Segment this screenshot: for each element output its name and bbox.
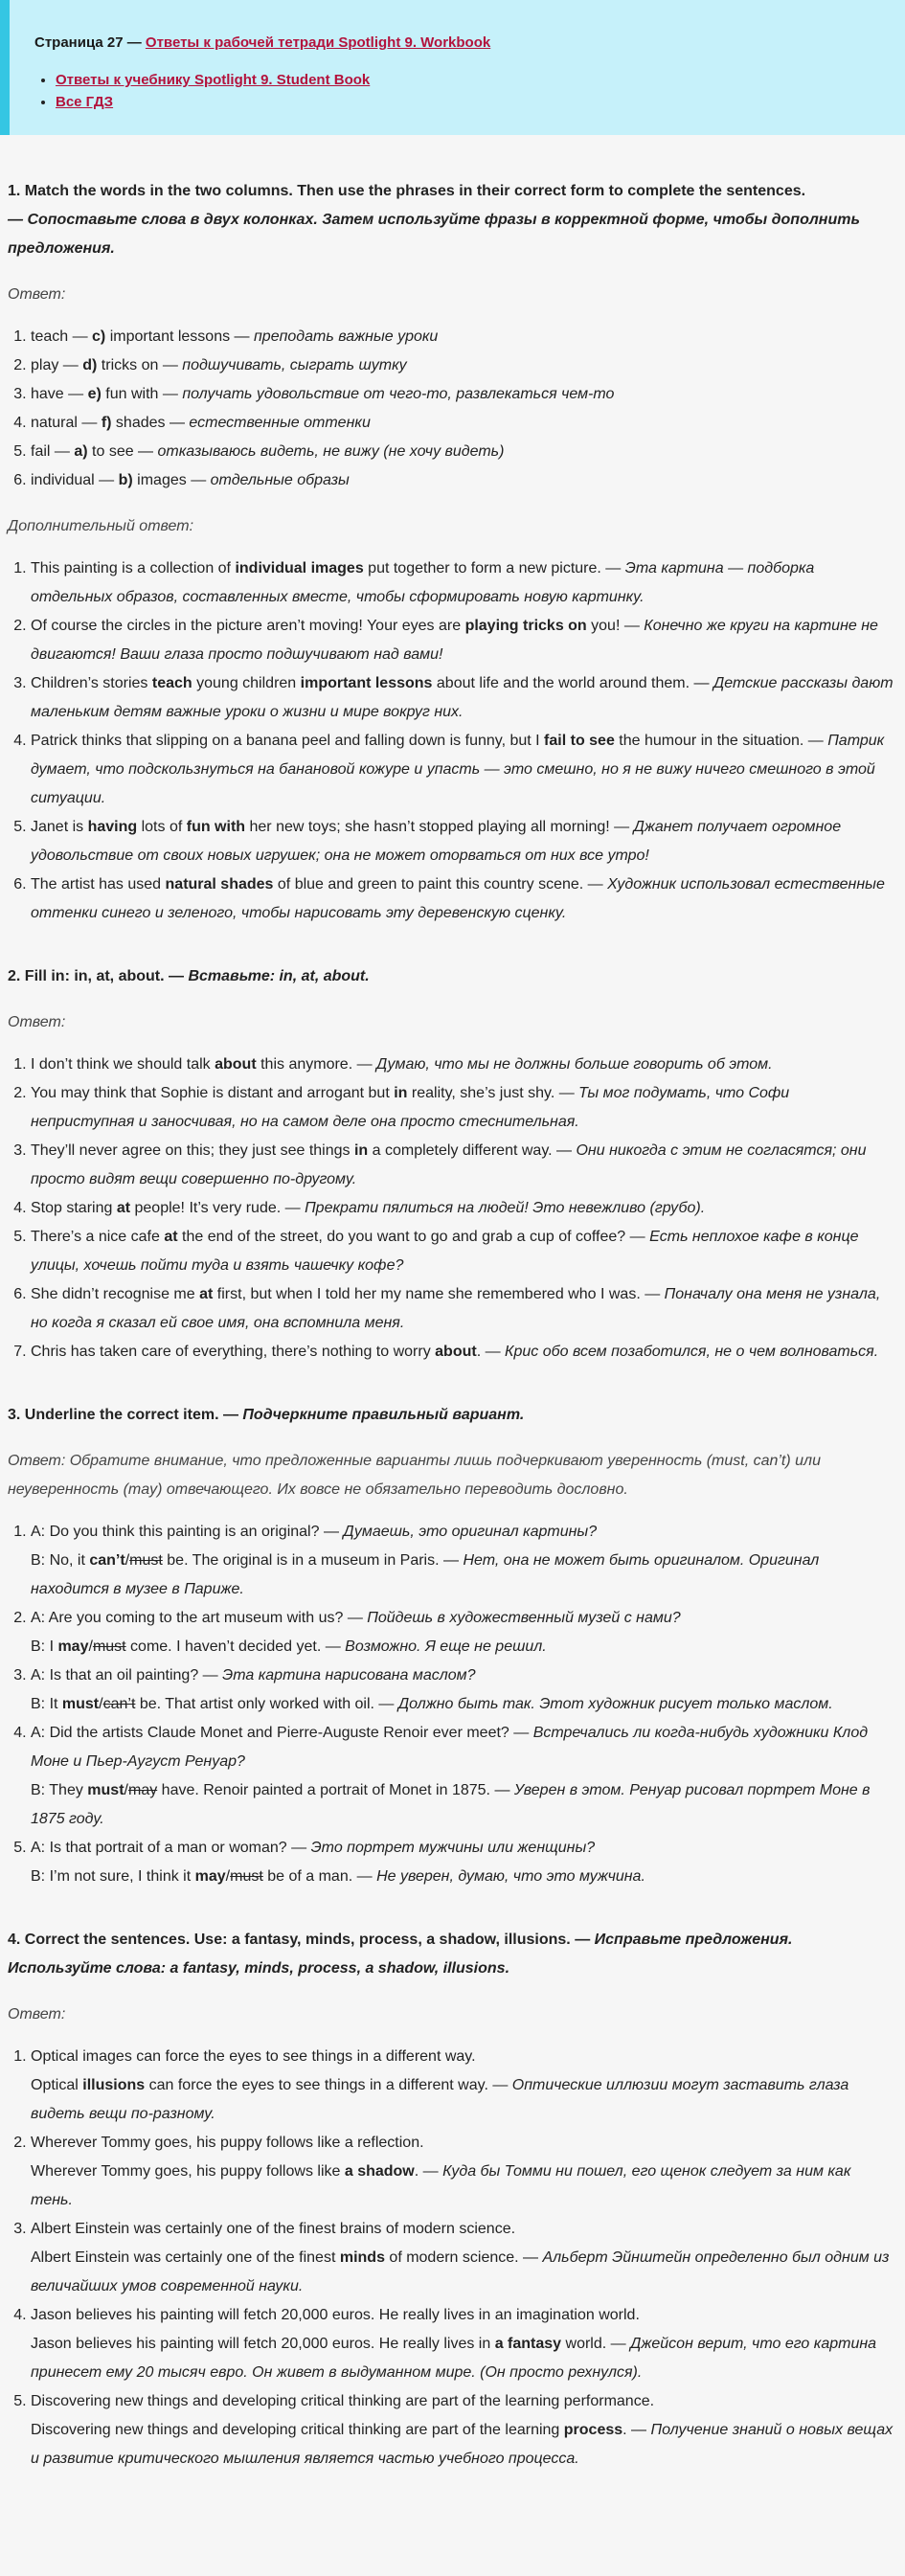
item-key: must xyxy=(61,1696,100,1712)
item-translation: Патрик думает, что подскользнуться на банановой кожуре и упасть — это смешно, но я не вижу ничего смешного в этой ситуации. xyxy=(31,733,885,806)
item-key: c) xyxy=(92,328,106,345)
item-text: have. Renoir painted a portrait of Monet in 1875. — xyxy=(157,1782,514,1798)
item-text: her new toys; she hasn’t stopped playing all morning! — xyxy=(245,819,634,835)
workbook-link[interactable]: Ответы к рабочей тетради Spotlight 9. Workbook xyxy=(145,34,491,51)
item-translation: Крис обо всем позаботился, не о чем волноваться. xyxy=(505,1344,879,1360)
list-item xyxy=(31,2301,894,2387)
item-translation: Думаешь, это оригинал картины? xyxy=(343,1524,598,1540)
item-text: B: They xyxy=(31,1782,88,1798)
response-line: B: It must/can’t be. That artist only worked with oil. — Должно быть так. Этот художник рисует только маслом. xyxy=(31,1696,833,1712)
item-text: come. I haven’t decided yet. — xyxy=(125,1638,346,1655)
corrected-sentence xyxy=(31,2330,894,2387)
item-translation: отказываюсь видеть, не вижу (не хочу видеть) xyxy=(157,443,505,460)
list-item xyxy=(31,438,894,466)
item-struck: must xyxy=(230,1868,263,1885)
item-translation: Детские рассказы дают маленьким детям важные уроки о жизни и мире вокруг них. xyxy=(31,675,894,720)
item-text: the humour in the situation. — xyxy=(614,733,828,749)
list-item xyxy=(31,1338,894,1367)
task4-list xyxy=(8,2043,894,2474)
item-text: You may think that Sophie is distant and arrogant but xyxy=(31,1085,395,1101)
item-key: in xyxy=(394,1085,408,1101)
item-translation: Прекрати пялиться на людей! Это невежливо (грубо). xyxy=(305,1200,706,1216)
task1-extra-list xyxy=(8,554,894,928)
item-key: at xyxy=(199,1286,214,1302)
list-item xyxy=(31,1661,894,1719)
item-key: fun with xyxy=(186,819,246,835)
item-translation: Эта картина нарисована маслом? xyxy=(222,1667,476,1683)
item-text: play — xyxy=(31,357,83,373)
item-key: teach xyxy=(151,675,192,691)
task3-title-ru: Подчеркните правильный вариант. xyxy=(242,1407,525,1423)
list-item xyxy=(31,1719,894,1834)
task3-title: 3. Underline the correct item. — xyxy=(8,1407,243,1423)
item-text: Janet is xyxy=(31,819,88,835)
response-line: B: I may/must come. I haven’t decided yet. — Возможно. Я еще не решил. xyxy=(31,1638,547,1655)
list-item xyxy=(31,813,894,870)
task3-heading xyxy=(8,1401,894,1430)
item-translation: Ты мог подумать, что Софи неприступная и заносчивая, но на самом деле она просто стеснительная. xyxy=(31,1085,790,1130)
item-key: in xyxy=(353,1142,369,1159)
item-text: be. That artist only worked with oil. — xyxy=(135,1696,398,1712)
item-text: first, but when I told her my name she remembered who I was. — xyxy=(213,1286,665,1302)
task2-answer-label: Ответ: xyxy=(8,1014,66,1030)
item-text: There’s a nice cafe xyxy=(31,1229,165,1245)
item-text: A: Did the artists Claude Monet and Pierre-Auguste Renoir ever meet? — xyxy=(31,1725,533,1741)
item-text: fun with — xyxy=(101,386,183,402)
question-line xyxy=(31,1834,894,1863)
original-sentence: 5. Discovering new things and developing critical thinking are part of the learning performance. xyxy=(31,2393,655,2409)
item-text: A: Do you think this painting is an original? — xyxy=(31,1524,344,1540)
corrected-sentence xyxy=(31,2416,894,2474)
item-translation: Не уверен, думаю, что это мужчина. xyxy=(376,1868,645,1885)
item-translation: Должно быть так. Этот художник рисует только маслом. xyxy=(397,1696,833,1712)
item-text: . — xyxy=(622,2422,651,2438)
list-item xyxy=(31,1051,894,1079)
question-line xyxy=(31,1719,894,1776)
item-key: process xyxy=(563,2422,623,2438)
item-text: Chris has taken care of everything, there’s nothing to worry xyxy=(31,1344,436,1360)
item-struck: must xyxy=(92,1638,126,1655)
list-item xyxy=(31,380,894,409)
item-text: individual — xyxy=(31,472,119,488)
original-sentence: 2. Wherever Tommy goes, his puppy follows like a reflection. xyxy=(31,2135,424,2151)
links-list-item xyxy=(56,94,878,110)
item-translation: Есть неплохое кафе в конце улицы, хочешь пойти туда и взять чашечку кофе? xyxy=(31,1229,859,1274)
item-translation: Пойдешь в художественный музей с нами? xyxy=(367,1610,681,1626)
item-text: young children xyxy=(192,675,301,691)
item-text: She didn’t recognise me xyxy=(31,1286,200,1302)
item-key: a shadow xyxy=(344,2163,415,2180)
list-item xyxy=(31,323,894,351)
response-line: B: No, it can’t/must be. The original is in a museum in Paris. — Нет, она не может быть оригиналом. Оригинал находится в музее в Париже. xyxy=(31,1552,820,1597)
list-item xyxy=(31,466,894,495)
corrected-sentence xyxy=(31,2071,894,2129)
page-line xyxy=(34,34,878,51)
item-key: illusions xyxy=(82,2077,146,2093)
list-item xyxy=(31,554,894,612)
task3-list xyxy=(8,1518,894,1891)
item-key: may xyxy=(194,1868,226,1885)
item-translation: Художник использовал естественные оттенки синего и зеленого, чтобы нарисовать эту деревенскую сценку. xyxy=(31,876,885,921)
item-key: playing tricks on xyxy=(464,618,587,634)
item-text: you! — xyxy=(586,618,645,634)
item-text: can force the eyes to see things in a different way. — xyxy=(145,2077,512,2093)
item-translation: Уверен в этом. Ренуар рисовал портрет Моне в 1875 году. xyxy=(31,1782,871,1827)
list-item xyxy=(31,1223,894,1280)
item-key: at xyxy=(116,1200,131,1216)
item-key: a fantasy xyxy=(494,2336,562,2352)
item-key: having xyxy=(87,819,138,835)
task4-heading xyxy=(8,1926,894,1983)
item-text: The artist has used xyxy=(31,876,166,893)
item-text: B: I xyxy=(31,1638,58,1655)
item-key: about xyxy=(435,1344,477,1360)
student-book-link[interactable]: Ответы к учебнику Spotlight 9. Student Book xyxy=(56,72,371,88)
links-list xyxy=(34,72,878,110)
item-text: A: Are you coming to the art museum with us? — xyxy=(31,1610,368,1626)
item-text: reality, she’s just shy. — xyxy=(407,1085,579,1101)
item-translation: Джейсон верит, что его картина принесет ему 20 тысяч евро. Он живет в выдуманном мире. (Он просто рехнулся). xyxy=(31,2336,877,2381)
item-text: A: Is that portrait of a man or woman? — xyxy=(31,1840,311,1856)
all-gdz-link[interactable]: Все ГДЗ xyxy=(56,94,114,110)
item-text: fail — xyxy=(31,443,75,460)
task1-heading xyxy=(8,177,894,263)
task1-extra-label: Дополнительный ответ: xyxy=(8,518,194,534)
list-item xyxy=(31,1834,894,1891)
list-item xyxy=(31,351,894,380)
task3-answer-note: Ответ: Обратите внимание, что предложенные варианты лишь подчеркивают уверенность (must, can’t) или неуверенность (may) отвечающего. Их вовсе не обязательно переводить дословно. xyxy=(8,1453,821,1498)
response-line: B: They must/may have. Renoir painted a portrait of Monet in 1875. — Уверен в этом. Ренуар рисовал портрет Моне в 1875 году. xyxy=(31,1782,871,1827)
list-item xyxy=(31,727,894,813)
item-key: important lessons xyxy=(300,675,433,691)
item-text: They’ll never agree on this; they just see things xyxy=(31,1142,354,1159)
item-translation: Конечно же круги на картине не двигаются! Ваши глаза просто подшучивают над вами! xyxy=(31,618,878,663)
item-key: individual images xyxy=(235,560,364,576)
item-text: of blue and green to paint this country scene. — xyxy=(273,876,608,893)
item-text: shades — xyxy=(111,415,190,431)
item-struck: may xyxy=(127,1782,158,1798)
list-item xyxy=(31,2043,894,2129)
item-translation: отдельные образы xyxy=(210,472,350,488)
item-key: fail to see xyxy=(544,733,615,749)
item-text: important lessons — xyxy=(105,328,254,345)
item-translation: Джанет получает огромное удовольствие от своих новых игрушек; она не может оторваться от них все утро! xyxy=(31,819,842,864)
item-text: . — xyxy=(476,1344,506,1360)
links-list-item xyxy=(56,72,878,88)
item-translation: Поначалу она меня не узнала, но когда я сказал ей свое имя, она вспомнила меня. xyxy=(31,1286,881,1331)
item-text: images — xyxy=(132,472,211,488)
item-key: must xyxy=(87,1782,124,1798)
item-translation: Думаю, что мы не должны больше говорить об этом. xyxy=(376,1056,773,1073)
list-item xyxy=(31,2387,894,2474)
item-key: about xyxy=(215,1056,257,1073)
item-translation: Получение знаний о новых вещах и развитие критического мышления является частью учебного процесса. xyxy=(31,2422,894,2467)
item-text: natural — xyxy=(31,415,102,431)
original-sentence: 1. Optical images can force the eyes to see things in a different way. xyxy=(31,2048,476,2065)
list-item xyxy=(31,409,894,438)
item-text: the end of the street, do you want to go and grab a cup of coffee? — xyxy=(177,1229,650,1245)
list-item xyxy=(31,1604,894,1661)
list-item xyxy=(31,669,894,727)
item-text: about life and the world around them. — xyxy=(432,675,713,691)
item-translation: естественные оттенки xyxy=(189,415,371,431)
item-key: a) xyxy=(74,443,88,460)
item-text: Stop staring xyxy=(31,1200,117,1216)
item-text: world. — xyxy=(561,2336,631,2352)
item-translation: Встречались ли когда-нибудь художники Клод Моне и Пьер-Аугуст Ренуар? xyxy=(31,1725,869,1770)
item-text: Albert Einstein was certainly one of the finest xyxy=(31,2249,340,2266)
task1-title: 1. Match the words in the two columns. Then use the phrases in their correct form to complete the sentences. xyxy=(8,183,806,199)
list-item xyxy=(31,1079,894,1137)
item-text: Jason believes his painting will fetch 20,000 euros. He really lives in xyxy=(31,2336,495,2352)
item-text: This painting is a collection of xyxy=(31,560,236,576)
task4-title-ru: Исправьте предложения. Используйте слова: a fantasy, minds, process, a shadow, illusions. xyxy=(8,1932,793,1977)
task4-title: 4. Correct the sentences. Use: a fantasy, minds, process, a shadow, illusions. — xyxy=(8,1932,595,1948)
task2-list xyxy=(8,1051,894,1367)
item-key: e) xyxy=(87,386,102,402)
task2-heading xyxy=(8,962,894,991)
item-text: of modern science. — xyxy=(384,2249,543,2266)
item-translation: Эта картина — подборка отдельных образов, составленных вместе, чтобы сформировать новую картинку. xyxy=(31,560,815,605)
item-text: B: It xyxy=(31,1696,62,1712)
list-item xyxy=(31,612,894,669)
item-text: lots of xyxy=(137,819,187,835)
item-translation: Альберт Эйнштейн определенно был одним из величайших умов современной науки. xyxy=(31,2249,890,2294)
task1-answer-label: Ответ: xyxy=(8,286,66,303)
task1-title-ru: — Сопоставьте слова в двух колонках. Затем используйте фразы в корректной форме, чтобы дополнить предложения. xyxy=(8,212,860,257)
item-translation: Они никогда с этим не согласятся; они просто видят вещи совершенно по-другому. xyxy=(31,1142,867,1187)
task2-title: 2. Fill in: in, at, about. — xyxy=(8,968,189,984)
item-text: B: I’m not sure, I think it xyxy=(31,1868,195,1885)
question-line xyxy=(31,1518,894,1547)
original-sentence: 4. Jason believes his painting will fetch 20,000 euros. He really lives in an imagination world. xyxy=(31,2307,640,2323)
item-key: natural shades xyxy=(165,876,274,893)
list-item xyxy=(31,1137,894,1194)
item-text: . — xyxy=(414,2163,443,2180)
item-text: put together to form a new picture. — xyxy=(363,560,625,576)
item-text: A: Is that an oil painting? — xyxy=(31,1667,223,1683)
list-item xyxy=(31,1518,894,1604)
original-sentence: 3. Albert Einstein was certainly one of the finest brains of modern science. xyxy=(31,2221,516,2237)
item-key: may xyxy=(57,1638,89,1655)
list-item xyxy=(31,2129,894,2215)
page-prefix: Страница 27 — xyxy=(34,34,146,51)
item-text: a completely different way. — xyxy=(368,1142,577,1159)
item-translation: преподать важные уроки xyxy=(254,328,439,345)
task2-title-ru: Вставьте: in, at, about. xyxy=(188,968,370,984)
item-translation: Оптические иллюзии могут заставить глаза видеть вещи по-разному. xyxy=(31,2077,849,2122)
item-struck: must xyxy=(129,1552,163,1569)
list-item xyxy=(31,870,894,928)
item-text: this anymore. — xyxy=(256,1056,377,1073)
response-line: B: I’m not sure, I think it may/must be of a man. — Не уверен, думаю, что это мужчина. xyxy=(31,1868,645,1885)
item-struck: can’t xyxy=(102,1696,136,1712)
item-translation: подшучивать, сыграть шутку xyxy=(182,357,407,373)
item-key: d) xyxy=(82,357,98,373)
question-line xyxy=(31,1661,894,1690)
item-text: Children’s stories xyxy=(31,675,152,691)
item-key: f) xyxy=(101,415,112,431)
corrected-sentence xyxy=(31,2158,894,2215)
item-key: minds xyxy=(339,2249,385,2266)
item-text: Optical xyxy=(31,2077,83,2093)
item-text: Of course the circles in the picture aren’t moving! Your eyes are xyxy=(31,618,465,634)
item-key: b) xyxy=(118,472,133,488)
item-translation: Возможно. Я еще не решил. xyxy=(345,1638,547,1655)
item-text: to see — xyxy=(87,443,158,460)
content xyxy=(0,177,905,2474)
item-text: B: No, it xyxy=(31,1552,90,1569)
list-item xyxy=(31,2215,894,2301)
item-translation: получать удовольствие от чего-то, развлекаться чем-то xyxy=(182,386,615,402)
item-translation: Нет, она не может быть оригиналом. Оригинал находится в музее в Париже. xyxy=(31,1552,820,1597)
item-translation: Куда бы Томми ни пошел, его щенок следует за ним как тень. xyxy=(31,2163,851,2208)
item-text: tricks on — xyxy=(97,357,183,373)
item-text: Discovering new things and developing critical thinking are part of the learning xyxy=(31,2422,564,2438)
corrected-sentence xyxy=(31,2244,894,2301)
task1-list xyxy=(8,323,894,495)
item-key: at xyxy=(164,1229,178,1245)
question-line xyxy=(31,1604,894,1633)
item-text: be of a man. — xyxy=(262,1868,377,1885)
item-text: Patrick thinks that slipping on a banana peel and falling down is funny, but I xyxy=(31,733,545,749)
item-text: people! It’s very rude. — xyxy=(130,1200,305,1216)
item-translation: Это портрет мужчины или женщины? xyxy=(310,1840,596,1856)
item-text: Wherever Tommy goes, his puppy follows like xyxy=(31,2163,345,2180)
info-box xyxy=(0,0,905,135)
item-text: have — xyxy=(31,386,88,402)
item-text: teach — xyxy=(31,328,93,345)
task4-answer-label: Ответ: xyxy=(8,2006,66,2022)
list-item xyxy=(31,1280,894,1338)
item-text: I don’t think we should talk xyxy=(31,1056,215,1073)
list-item xyxy=(31,1194,894,1223)
item-key: can’t xyxy=(89,1552,125,1569)
item-text: be. The original is in a museum in Paris. — xyxy=(162,1552,464,1569)
